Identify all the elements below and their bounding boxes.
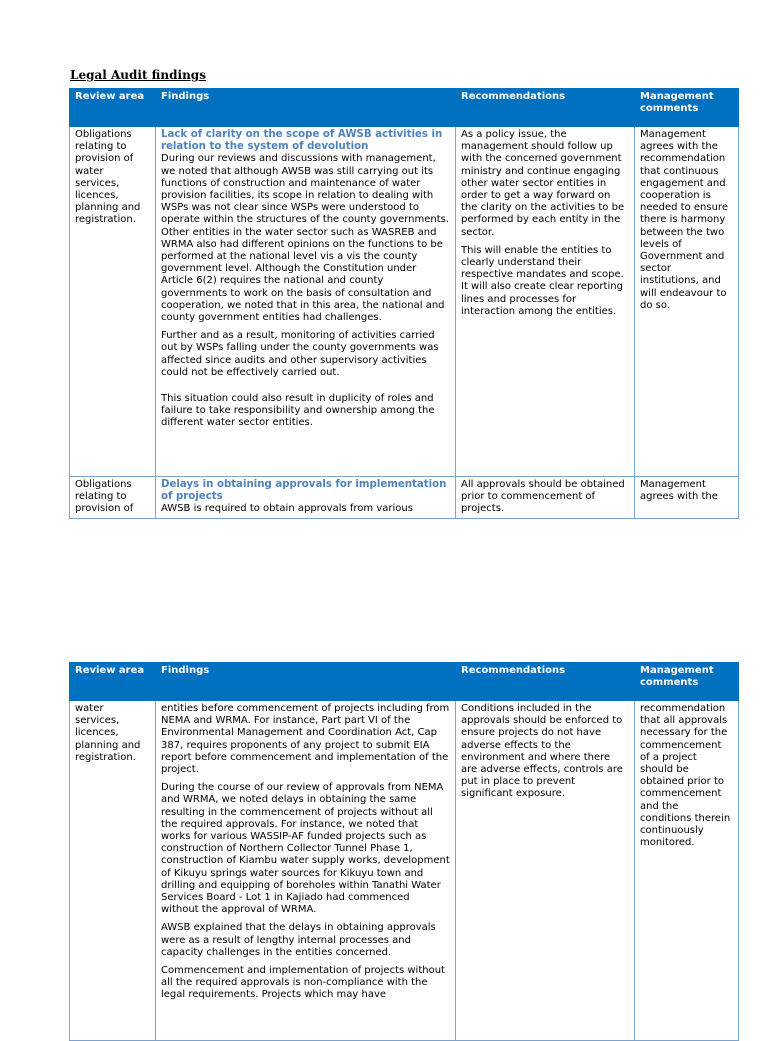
table-row bbox=[70, 701, 739, 1041]
document-heading: Legal Audit findings bbox=[70, 68, 206, 82]
finding-paragraph: AWSB explained that the delays in obtaining approvals were as a result of lengthy internal processes and capacity challenges in the entities concerned. bbox=[161, 922, 436, 958]
header-management-comments: Management comments bbox=[635, 663, 739, 701]
review-area-cell: Obligations relating to provision of water services, licences, planning and registration. bbox=[70, 127, 156, 477]
table-header-row bbox=[70, 663, 739, 701]
findings-cell bbox=[156, 701, 456, 1041]
findings-cell bbox=[156, 127, 456, 477]
management-comment-cell bbox=[635, 477, 739, 519]
review-area-cell bbox=[70, 477, 156, 519]
header-recommendations: Recommendations bbox=[456, 89, 635, 127]
recommendation-paragraph: This will enable the entities to clearly understand their respective mandates and scope. It will also create clear reporting lines and processes for interaction among the entities. bbox=[461, 244, 624, 317]
header-review-area: Review area bbox=[70, 89, 156, 127]
recommendation-paragraph: All approvals should be obtained prior to commencement of projects. bbox=[461, 479, 625, 515]
header-findings: Findings bbox=[156, 663, 456, 701]
finding-paragraph: During the course of our review of approvals from NEMA and WRMA, we noted delays in obtaining the same resulting in the commencement of projects without all the required approvals. For instance, we noted that works for various WASSIP-AF funded projects such as construction of Northern Collector Tunnel Phase 1, construction of Kiambu water supply works, development of Kikuyu springs water sources for Kikuyu town and drilling and equipping of boreholes within Tanathi Water Services Board - Lot 1 in Kajiado had commenced without the approval of WRMA. bbox=[161, 782, 450, 916]
findings-cell bbox=[156, 477, 456, 519]
table-header-row bbox=[70, 89, 739, 127]
recommendations-cell bbox=[456, 127, 635, 477]
finding-paragraph: Further and as a result, monitoring of activities carried out by WSPs falling under the county governments was affected since audits and other supervisory activities could not be effectively carried out. bbox=[161, 330, 439, 378]
finding-paragraph: AWSB is required to obtain approvals from various bbox=[161, 503, 413, 515]
management-comment-cell: recommendation that all approvals necessary for the commencement of a project should be obtained prior to commencement and the conditions therein continuously monitored. bbox=[635, 701, 739, 1041]
review-area-text: Obligations relating to provision of bbox=[75, 479, 134, 515]
table-row bbox=[70, 127, 739, 477]
recommendation-paragraph: As a policy issue, the management should follow up with the concerned government ministry and continue engaging other water sector entities in order to get a way forward on the clarity on the activities to be performed by each entity in the sector. bbox=[461, 129, 625, 238]
finding-paragraph: This situation could also result in duplicity of roles and failure to take responsibility and ownership among the different water sector entities. bbox=[161, 393, 435, 429]
finding-title: Lack of clarity on the scope of AWSB activities in relation to the system of devolution bbox=[161, 129, 443, 153]
management-comment-text: Management agrees with the bbox=[640, 479, 718, 503]
table-row bbox=[70, 477, 739, 519]
header-findings: Findings bbox=[156, 89, 456, 127]
finding-paragraph: entities before commencement of projects including from NEMA and WRMA. For instance, Part part VI of the Environmental Management and Coordination Act, Cap 387, requires proponents of any project to submit EIA report before commencement and implementation of the project. bbox=[161, 703, 450, 776]
audit-table-page-1 bbox=[69, 88, 739, 519]
header-management-comments: Management comments bbox=[635, 89, 739, 127]
recommendations-cell bbox=[456, 477, 635, 519]
finding-paragraph: Commencement and implementation of projects without all the required approvals is non-compliance with the legal requirements. Projects which may have bbox=[161, 965, 445, 1001]
header-recommendations: Recommendations bbox=[456, 663, 635, 701]
finding-title: Delays in obtaining approvals for implementation of projects bbox=[161, 479, 447, 503]
review-area-cell: water services, licences, planning and registration. bbox=[70, 701, 156, 1041]
recommendations-cell: Conditions included in the approvals should be enforced to ensure projects do not have adverse effects to the environment and where there are adverse effects, controls are put in place to prevent significant exposure. bbox=[456, 701, 635, 1041]
audit-table-page-2 bbox=[69, 662, 739, 1041]
finding-paragraph: During our reviews and discussions with management, we noted that although AWSB was still carrying out its functions of construction and maintenance of water provision facilities, its scope in relation to dealing with WSPs was not clear since WSPs were understood to operate within the structures of the county governments. Other entities in the water sector such as WASREB and WRMA also had different opinions on the functions to be performed at the national level vis a vis the county government level. Although the Constitution under Article 6(2) requires the national and county governments to work on the basis of consultation and cooperation, we noted that in this area, the national and county government entities had challenges. bbox=[161, 153, 450, 324]
management-comment-cell: Management agrees with the recommendation that continuous engagement and cooperation is needed to ensure there is harmony between the two levels of Government and sector institutions, and will endeavour to do so. bbox=[635, 127, 739, 477]
header-review-area: Review area bbox=[70, 663, 156, 701]
